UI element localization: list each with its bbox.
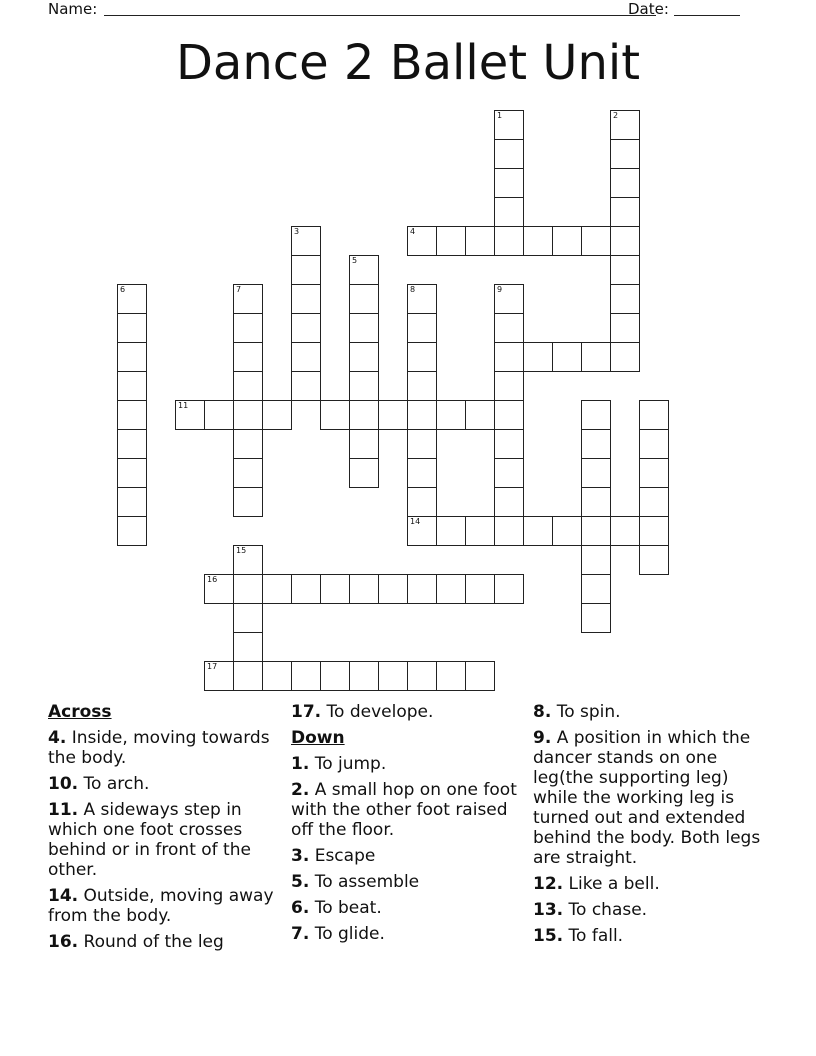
clue-number: 17. <box>291 702 322 722</box>
clue-number: 12. <box>533 874 564 894</box>
clue-across-17 <box>291 702 527 722</box>
grid-cell[interactable] <box>407 429 437 459</box>
cell-number: 6 <box>120 285 126 294</box>
grid-cell[interactable] <box>436 661 466 691</box>
grid-cell[interactable] <box>204 661 234 691</box>
grid-cell[interactable] <box>233 545 263 575</box>
clues-column-2 <box>291 702 527 950</box>
grid-cell[interactable] <box>349 313 379 343</box>
grid-cell[interactable] <box>117 342 147 372</box>
grid-cell[interactable] <box>291 342 321 372</box>
grid-cell[interactable] <box>204 400 234 430</box>
clue-down-12 <box>533 874 769 894</box>
grid-cell[interactable] <box>407 284 437 314</box>
grid-cell[interactable] <box>117 313 147 343</box>
grid-cell[interactable] <box>349 255 379 285</box>
grid-cell[interactable] <box>233 313 263 343</box>
grid-cell[interactable] <box>523 226 553 256</box>
grid-cell[interactable] <box>407 371 437 401</box>
across-heading: Across <box>48 702 112 722</box>
grid-cell[interactable] <box>407 313 437 343</box>
clue-text: A sideways step in which one foot crosses behind or in front of the other. <box>48 800 251 880</box>
grid-cell[interactable] <box>378 400 408 430</box>
grid-cell[interactable] <box>291 226 321 256</box>
grid-cell[interactable] <box>349 661 379 691</box>
grid-cell[interactable] <box>581 574 611 604</box>
grid-cell[interactable] <box>552 342 582 372</box>
clue-down-15 <box>533 926 769 946</box>
clue-down-1 <box>291 754 527 774</box>
cell-number: 8 <box>410 285 416 294</box>
grid-cell[interactable] <box>581 545 611 575</box>
clue-text: To glide. <box>309 924 385 944</box>
grid-cell[interactable] <box>233 284 263 314</box>
clue-number: 11. <box>48 800 79 820</box>
grid-cell[interactable] <box>581 603 611 633</box>
clue-text: To fall. <box>563 926 624 946</box>
grid-cell[interactable] <box>610 226 640 256</box>
clue-number: 3. <box>291 846 310 866</box>
grid-cell[interactable] <box>349 342 379 372</box>
grid-cell[interactable] <box>581 226 611 256</box>
grid-cell[interactable] <box>117 516 147 546</box>
clue-number: 6. <box>291 898 310 918</box>
down-heading: Down <box>291 728 345 748</box>
grid-cell[interactable] <box>465 226 495 256</box>
cell-number: 14 <box>410 517 421 526</box>
cell-number: 5 <box>352 256 358 265</box>
grid-cell[interactable] <box>465 400 495 430</box>
grid-cell[interactable] <box>523 516 553 546</box>
cell-number: 11 <box>178 401 189 410</box>
clue-number: 13. <box>533 900 564 920</box>
clues-column-3 <box>533 702 769 952</box>
cell-number: 9 <box>497 285 503 294</box>
grid-cell[interactable] <box>291 313 321 343</box>
grid-cell[interactable] <box>175 400 205 430</box>
grid-cell[interactable] <box>465 574 495 604</box>
clue-across-14 <box>48 886 284 926</box>
clue-text: Outside, moving away from the body. <box>48 886 274 926</box>
grid-cell[interactable] <box>320 400 350 430</box>
grid-cell[interactable] <box>610 110 640 140</box>
grid-cell[interactable] <box>494 168 524 198</box>
clue-text: A position in which the dancer stands on one leg(the supporting leg) while the working leg is turned out and extended behind the body. Both legs are straight. <box>533 728 761 868</box>
grid-cell[interactable] <box>639 429 669 459</box>
name-label: Name: <box>48 0 98 18</box>
clue-text: To chase. <box>563 900 648 920</box>
grid-cell[interactable] <box>494 342 524 372</box>
grid-cell[interactable] <box>494 574 524 604</box>
grid-cell[interactable] <box>639 458 669 488</box>
clue-number: 16. <box>48 932 79 952</box>
grid-cell[interactable] <box>407 661 437 691</box>
grid-cell[interactable] <box>407 487 437 517</box>
grid-cell[interactable] <box>581 429 611 459</box>
grid-cell[interactable] <box>552 226 582 256</box>
grid-cell[interactable] <box>378 574 408 604</box>
grid-cell[interactable] <box>581 516 611 546</box>
grid-cell[interactable] <box>233 487 263 517</box>
grid-cell[interactable] <box>117 458 147 488</box>
grid-cell[interactable] <box>204 574 234 604</box>
grid-cell[interactable] <box>233 632 263 662</box>
clue-down-2 <box>291 780 527 840</box>
cell-number: 3 <box>294 227 300 236</box>
grid-cell[interactable] <box>233 429 263 459</box>
grid-cell[interactable] <box>494 110 524 140</box>
clue-down-5 <box>291 872 527 892</box>
grid-cell[interactable] <box>494 458 524 488</box>
grid-cell[interactable] <box>291 661 321 691</box>
grid-cell[interactable] <box>610 197 640 227</box>
grid-cell[interactable] <box>610 313 640 343</box>
grid-cell[interactable] <box>349 429 379 459</box>
clues-column-1 <box>48 702 284 958</box>
grid-cell[interactable] <box>610 516 640 546</box>
clue-across-16 <box>48 932 284 952</box>
grid-cell[interactable] <box>349 458 379 488</box>
grid-cell[interactable] <box>233 371 263 401</box>
grid-cell[interactable] <box>494 371 524 401</box>
grid-cell[interactable] <box>349 574 379 604</box>
grid-cell[interactable] <box>494 516 524 546</box>
grid-cell[interactable] <box>465 661 495 691</box>
grid-cell[interactable] <box>233 574 263 604</box>
grid-cell[interactable] <box>639 545 669 575</box>
grid-cell[interactable] <box>407 458 437 488</box>
clue-across-11 <box>48 800 284 880</box>
grid-cell[interactable] <box>117 429 147 459</box>
grid-cell[interactable] <box>233 661 263 691</box>
grid-cell[interactable] <box>117 284 147 314</box>
grid-cell[interactable] <box>378 661 408 691</box>
grid-cell[interactable] <box>233 458 263 488</box>
clue-number: 4. <box>48 728 67 748</box>
grid-cell[interactable] <box>610 168 640 198</box>
clue-number: 5. <box>291 872 310 892</box>
clue-text: To arch. <box>78 774 150 794</box>
grid-cell[interactable] <box>581 400 611 430</box>
clue-number: 7. <box>291 924 310 944</box>
clue-text: Escape <box>309 846 376 866</box>
grid-cell[interactable] <box>320 661 350 691</box>
date-label: Date: <box>628 0 669 18</box>
clue-number: 14. <box>48 886 79 906</box>
grid-cell[interactable] <box>494 429 524 459</box>
clue-down-3 <box>291 846 527 866</box>
clue-text: To assemble <box>309 872 420 892</box>
clue-number: 9. <box>533 728 552 748</box>
grid-cell[interactable] <box>494 226 524 256</box>
grid-cell[interactable] <box>320 574 350 604</box>
clue-across-4 <box>48 728 284 768</box>
grid-cell[interactable] <box>117 400 147 430</box>
grid-cell[interactable] <box>610 342 640 372</box>
grid-cell[interactable] <box>494 197 524 227</box>
grid-cell[interactable] <box>291 371 321 401</box>
clue-across-10 <box>48 774 284 794</box>
grid-cell[interactable] <box>233 342 263 372</box>
clue-text: Like a bell. <box>563 874 660 894</box>
grid-cell[interactable] <box>581 342 611 372</box>
clue-down-8 <box>533 702 769 722</box>
clue-down-7 <box>291 924 527 944</box>
grid-cell[interactable] <box>436 226 466 256</box>
clue-text: To jump. <box>309 754 387 774</box>
grid-cell[interactable] <box>436 574 466 604</box>
cell-number: 16 <box>207 575 218 584</box>
grid-cell[interactable] <box>494 400 524 430</box>
clue-number: 8. <box>533 702 552 722</box>
clue-number: 10. <box>48 774 79 794</box>
cell-number: 17 <box>207 662 218 671</box>
grid-cell[interactable] <box>407 400 437 430</box>
grid-cell[interactable] <box>436 400 466 430</box>
clue-number: 2. <box>291 780 310 800</box>
grid-cell[interactable] <box>117 487 147 517</box>
grid-cell[interactable] <box>291 574 321 604</box>
grid-cell[interactable] <box>610 139 640 169</box>
clue-text: To spin. <box>551 702 621 722</box>
grid-cell[interactable] <box>581 458 611 488</box>
clue-number: 15. <box>533 926 564 946</box>
page-title: Dance 2 Ballet Unit <box>175 35 641 91</box>
grid-cell[interactable] <box>494 139 524 169</box>
cell-number: 1 <box>497 111 503 120</box>
grid-cell[interactable] <box>494 487 524 517</box>
clue-text: Round of the leg <box>78 932 224 952</box>
grid-cell[interactable] <box>233 400 263 430</box>
grid-cell[interactable] <box>639 516 669 546</box>
grid-cell[interactable] <box>523 342 553 372</box>
grid-cell[interactable] <box>291 284 321 314</box>
grid-cell[interactable] <box>581 487 611 517</box>
clue-down-13 <box>533 900 769 920</box>
grid-cell[interactable] <box>436 516 466 546</box>
grid-cell[interactable] <box>349 371 379 401</box>
grid-cell[interactable] <box>639 400 669 430</box>
grid-cell[interactable] <box>262 574 292 604</box>
grid-cell[interactable] <box>349 284 379 314</box>
cell-number: 4 <box>410 227 416 236</box>
cell-number: 7 <box>236 285 242 294</box>
clue-down-6 <box>291 898 527 918</box>
clue-text: To develope. <box>321 702 434 722</box>
grid-cell[interactable] <box>117 371 147 401</box>
grid-cell[interactable] <box>610 284 640 314</box>
grid-cell[interactable] <box>262 661 292 691</box>
grid-cell[interactable] <box>407 574 437 604</box>
grid-cell[interactable] <box>494 284 524 314</box>
grid-cell[interactable] <box>262 400 292 430</box>
grid-cell[interactable] <box>494 313 524 343</box>
grid-cell[interactable] <box>639 487 669 517</box>
grid-cell[interactable] <box>552 516 582 546</box>
clue-number: 1. <box>291 754 310 774</box>
grid-cell[interactable] <box>407 226 437 256</box>
grid-cell[interactable] <box>349 400 379 430</box>
grid-cell[interactable] <box>407 342 437 372</box>
grid-cell[interactable] <box>291 255 321 285</box>
grid-cell[interactable] <box>407 516 437 546</box>
clue-text: A small hop on one foot with the other foot raised off the floor. <box>291 780 517 840</box>
grid-cell[interactable] <box>233 603 263 633</box>
cell-number: 15 <box>236 546 247 555</box>
clue-text: To beat. <box>309 898 382 918</box>
grid-cell[interactable] <box>465 516 495 546</box>
clue-down-9 <box>533 728 769 868</box>
grid-cell[interactable] <box>610 255 640 285</box>
cell-number: 2 <box>613 111 619 120</box>
clue-text: Inside, moving towards the body. <box>48 728 270 768</box>
